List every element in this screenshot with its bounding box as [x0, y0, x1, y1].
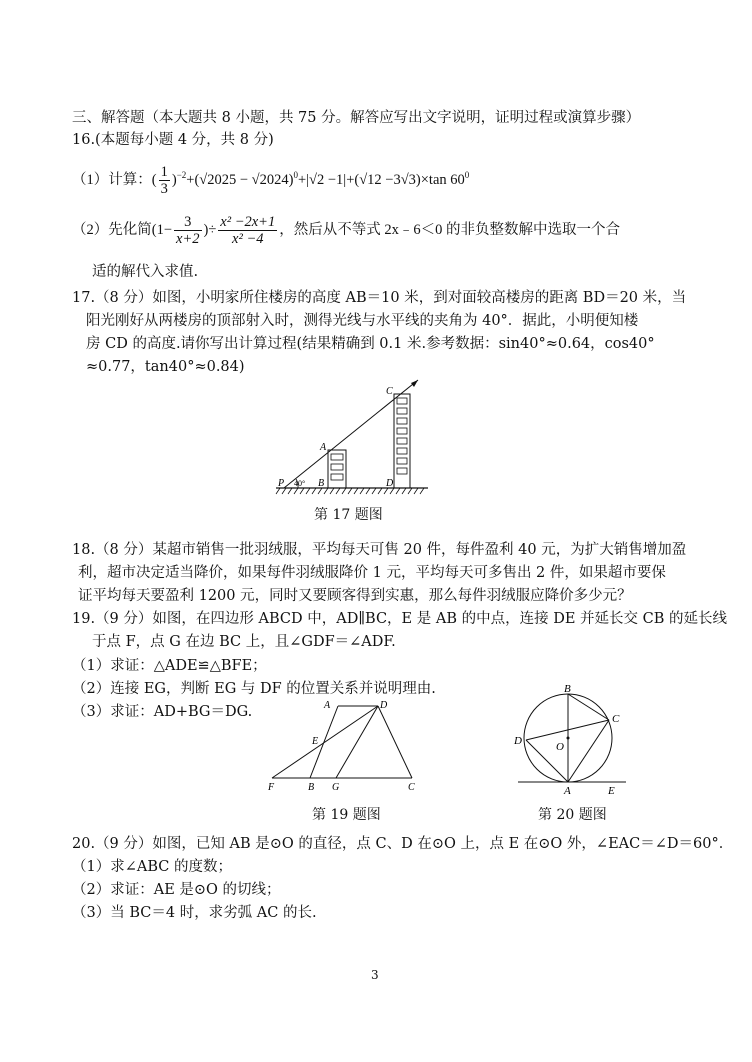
q19-label-f: F — [268, 782, 275, 793]
page-number: 3 — [371, 968, 379, 982]
q20-part2: （2）求证：AE 是⊙O 的切线； — [72, 882, 281, 898]
q19-label-c: C — [408, 782, 415, 793]
q17-line3: 房 CD 的高度.请你写出计算过程(结果精确到 0.1 米.参考数据：sin40°≈0.64，cos40° — [86, 336, 655, 352]
q16-p2-frac2: $\frac{\text{x² −2x+1}}{\text{x² −4}}$ — [220, 214, 276, 248]
q20-label-b: B — [564, 683, 571, 695]
q16-p1-label: （1）计算： — [72, 171, 152, 188]
q16-p2-one: (1− — [151, 222, 173, 238]
q19-part2: （2）连接 EG，判断 EG 与 DF 的位置关系并说明理由. — [72, 681, 436, 697]
q17-label-b: B — [318, 478, 325, 489]
q17-label-angle: 40° — [294, 479, 306, 488]
q19-figure — [262, 696, 422, 796]
q19-label-d: D — [380, 700, 388, 711]
q17-label-a: A — [320, 442, 327, 453]
q17-line1: 17.（8 分）如图，小明家所住楼房的高度 AB＝10 米，到对面较高楼房的距离 BD＝20 米，当 — [72, 290, 687, 306]
q19-line1: 19.（9 分）如图，在四边形 ABCD 中，AD∥BC，E 是 AB 的中点，连接 DE 并延长交 CB 的延长线 — [72, 611, 727, 627]
section-title: 三、解答题（本大题共 8 小题，共 75 分。解答应写出文字说明，证明过程或演算步骤） — [72, 110, 641, 126]
q16-p2-label: （2）先化简 — [72, 222, 152, 238]
q20-part3: （3）当 BC＝4 时，求劣弧 AC 的长. — [72, 905, 317, 921]
q17-label-d: D — [386, 478, 394, 489]
q16-p2-div: )÷ — [203, 222, 217, 238]
q20-label-c: C — [612, 713, 620, 725]
q16-p2-cont: 适的解代入求值. — [92, 264, 199, 280]
q16-p2-tail: ，然后从不等式 2x﹣6＜0 的非负整数解中选取一个合 — [279, 222, 620, 238]
q16-p2-frac1: $\frac{3}{x+2}$ — [176, 214, 200, 248]
q16-part1: （1）计算：( $\frac{1}{3}$ )$^{-2}+(√2025 - √2024)^0+|√2 -1|+(√12 -3√3)\times\tan$ $60^0$ — [72, 164, 470, 197]
q19-part1: （1）求证：△ADE≌△BFE； — [72, 658, 267, 674]
q16-header: 16.(本题每小题 4 分，共 8 分) — [72, 132, 274, 148]
q20-caption: 第 20 题图 — [538, 807, 607, 823]
q19-label-e: E — [312, 736, 319, 747]
q16-p1-deg: 0 — [464, 170, 470, 180]
q19-label-b: B — [308, 782, 315, 793]
q16-part2 — [72, 212, 620, 248]
q17-line4: ≈0.77，tan40°≈0.84) — [86, 359, 245, 375]
q17-label-c: C — [386, 386, 393, 397]
q18-line1: 18.（8 分）某超市销售一批羽绒服，平均每天可售 20 件，每件盈利 40 元，为扩大销售增加盈 — [72, 542, 687, 558]
q19-label-a: A — [324, 700, 331, 711]
q20-label-e: E — [608, 785, 615, 797]
q17-caption: 第 17 题图 — [314, 507, 383, 523]
q19-caption: 第 19 题图 — [312, 807, 381, 823]
q16-p1-rest-a: +(√2025 − √2024) — [186, 171, 294, 188]
q16-p1-zero: 0 — [293, 170, 298, 180]
q19-line2: 于点 F，点 G 在边 BC 上，且∠GDF＝∠ADF. — [92, 634, 396, 650]
q16-p1-pow: −2 — [176, 170, 187, 180]
q17-label-p: P — [278, 478, 285, 489]
q17-figure — [268, 378, 438, 498]
q18-line3: 证平均每天要盈利 1200 元，同时又要顾客得到实惠，那么每件羽绒服应降价多少元？ — [78, 588, 632, 604]
q19-part3: （3）求证：AD+BG＝DG. — [72, 704, 253, 720]
q20-part1: （1）求∠ABC 的度数； — [72, 859, 232, 875]
q19-label-g: G — [332, 782, 340, 793]
q20-figure — [508, 680, 638, 798]
q17-line2: 阳光刚好从两楼房的顶部射入时，测得光线与水平线的夹角为 40°．据此，小明便知楼 — [86, 313, 639, 329]
q20-line1: 20.（9 分）如图，已知 AB 是⊙O 的直径，点 C、D 在⊙O 上，点 E 在⊙O 外，∠EAC＝∠D＝60°． — [72, 836, 734, 852]
q20-label-d: D — [514, 735, 522, 747]
q20-label-o: O — [556, 741, 564, 753]
q20-label-a: A — [564, 785, 571, 797]
q16-p1-frac: $\frac{1}{3}$ — [160, 164, 168, 197]
q16-p1-rest-b: +|√2 −1|+(√12 −3√3)×tan 60 — [297, 171, 465, 188]
q18-line2: 利，超市决定适当降价，如果每件羽绒服降价 1 元，平均每天可多售出 2 件，如果超市要保 — [78, 565, 666, 581]
